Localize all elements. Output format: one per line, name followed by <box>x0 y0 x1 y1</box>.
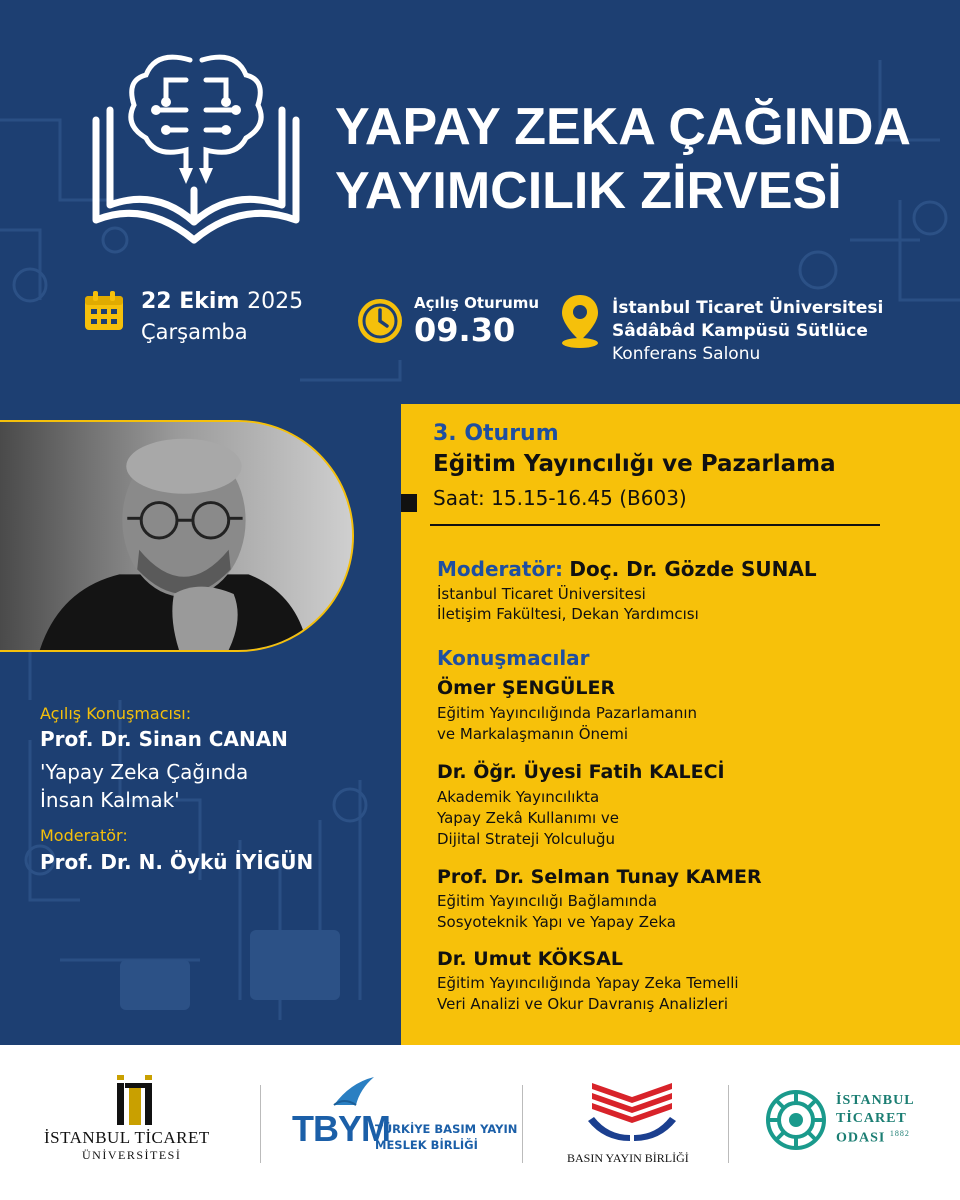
event-weekday: Çarşamba <box>141 320 248 344</box>
session-number: 3. Oturum <box>433 421 559 446</box>
opening-session-time: 09.30 <box>414 311 516 349</box>
title-line-1: YAPAY ZEKA ÇAĞINDA <box>335 98 911 156</box>
location-pin-icon <box>560 293 600 349</box>
tbym-name-line-1: TÜRKİYE BASIM YAYIN <box>375 1122 518 1136</box>
opening-moderator-name: Prof. Dr. N. Öykü İYİGÜN <box>40 850 314 874</box>
opening-speaker-name: Prof. Dr. Sinan CANAN <box>40 727 288 751</box>
speaker-photo <box>0 420 354 652</box>
speaker-4-topic-line-2: Veri Analizi ve Okur Davranış Analizleri <box>437 995 729 1013</box>
opening-moderator-label: Moderatör: <box>40 826 128 845</box>
opening-speaker-label: Açılış Konuşmacısı: <box>40 704 192 723</box>
tbym-abbreviation: TBYM <box>292 1108 390 1149</box>
speaker-1-name: Ömer ŞENGÜLER <box>437 677 616 699</box>
session-moderator-label: Moderatör: <box>437 557 564 581</box>
location-line-1: İstanbul Ticaret Üniversitesi <box>612 298 884 318</box>
session-moderator-name: Doç. Dr. Gözde SUNAL <box>569 557 817 581</box>
opening-session-label: Açılış Oturumu <box>414 294 540 312</box>
ito-year: 1882 <box>889 1129 910 1138</box>
date-day-month: 22 Ekim <box>141 289 240 314</box>
footer-separator-3 <box>728 1085 729 1163</box>
itu-logo-icon <box>115 1075 155 1127</box>
speaker-2-topic-line-2: Yapay Zekâ Kullanımı ve <box>437 809 619 827</box>
ito-name-line-2: TİCARET <box>836 1111 907 1126</box>
footer-separator-1 <box>260 1085 261 1163</box>
session-moderator-aff-2: İletişim Fakültesi, Dekan Yardımcısı <box>437 605 699 623</box>
calendar-icon <box>82 289 126 333</box>
brain-book-icon <box>86 50 306 250</box>
footer-separator-2 <box>522 1085 523 1163</box>
ito-emblem-icon <box>764 1088 828 1152</box>
tbym-name-line-2: MESLEK BİRLİĞİ <box>375 1138 478 1152</box>
event-title <box>335 95 911 223</box>
speaker-2-topic-line-3: Dijital Strateji Yolculuğu <box>437 830 616 848</box>
session-moderator <box>437 557 817 581</box>
session-time: Saat: 15.15-16.45 (B603) <box>433 486 687 510</box>
speaker-1-topic-line-2: ve Markalaşmanın Önemi <box>437 725 629 743</box>
speaker-portrait-image <box>0 422 352 650</box>
speaker-3-name: Prof. Dr. Selman Tunay KAMER <box>437 866 762 888</box>
title-line-2: YAYIMCILIK ZİRVESİ <box>335 162 842 220</box>
speaker-4-name: Dr. Umut KÖKSAL <box>437 948 623 970</box>
session-moderator-aff-1: İstanbul Ticaret Üniversitesi <box>437 585 646 603</box>
panel-divider <box>430 524 880 526</box>
speaker-2-name: Dr. Öğr. Üyesi Fatih KALECİ <box>437 761 725 783</box>
ito-name-line-1: İSTANBUL <box>836 1093 915 1108</box>
tbym-book-icon <box>330 1075 378 1111</box>
location-line-2: Sâdâbâd Kampüsü Sütlüce <box>612 321 868 341</box>
itu-name-line-2: ÜNİVERSİTESİ <box>82 1148 182 1162</box>
speaker-1-topic-line-1: Eğitim Yayıncılığında Pazarlamanın <box>437 704 698 722</box>
speaker-3-topic-line-2: Sosyoteknik Yapı ve Yapay Zeka <box>437 913 676 931</box>
location-line-3: Konferans Salonu <box>612 344 761 364</box>
ito-name-line-3 <box>836 1129 910 1147</box>
panel-notch <box>401 494 417 512</box>
opening-talk-line-1: 'Yapay Zeka Çağında <box>40 760 249 784</box>
ito-odasi: ODASI <box>836 1130 886 1146</box>
speaker-3-topic-line-1: Eğitim Yayıncılığı Bağlamında <box>437 892 658 910</box>
byb-logo-icon <box>584 1075 680 1147</box>
itu-name-line-1: İSTANBUL TİCARET <box>44 1128 210 1147</box>
speaker-4-topic-line-1: Eğitim Yayıncılığında Yapay Zeka Temelli <box>437 974 739 992</box>
byb-name: BASIN YAYIN BİRLİĞİ <box>567 1151 689 1165</box>
clock-icon <box>356 297 404 345</box>
speaker-2-topic-line-1: Akademik Yayıncılıkta <box>437 788 600 806</box>
session-name: Eğitim Yayıncılığı ve Pazarlama <box>433 451 836 477</box>
opening-talk-line-2: İnsan Kalmak' <box>40 788 180 812</box>
event-date <box>141 289 303 314</box>
date-year: 2025 <box>247 289 304 314</box>
speakers-heading: Konuşmacılar <box>437 646 590 670</box>
